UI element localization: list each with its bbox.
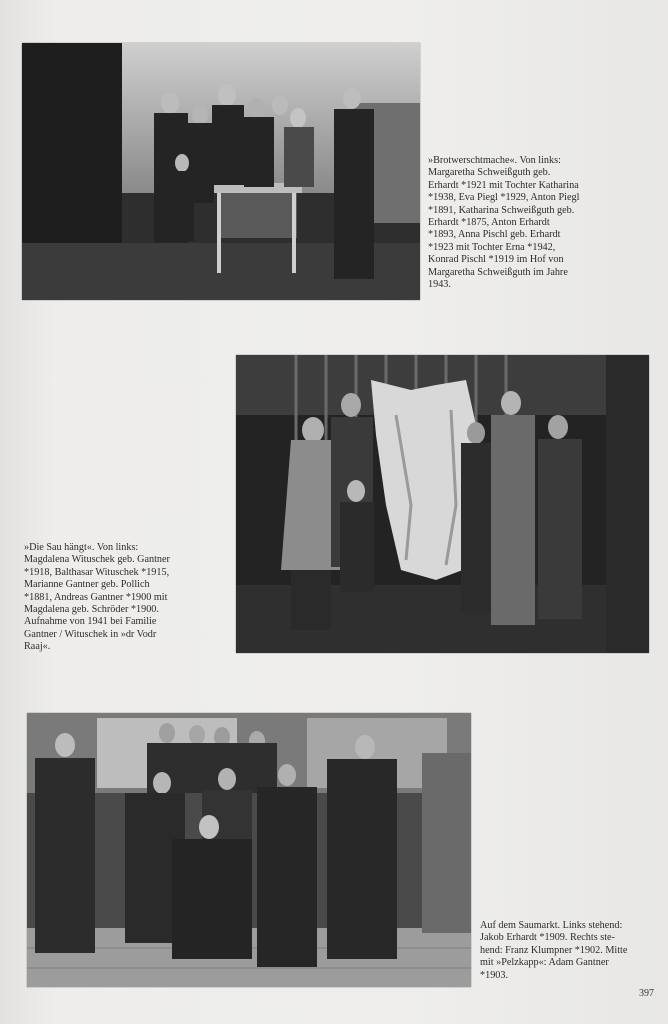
- caption-saumarkt: Auf dem Saumarkt. Links stehend: Jakob Erhardt *1909. Rechts ste- hend: Franz Klumpner *1902. Mitte mit »Pelzkapp«: Adam Gantner *1903.: [480, 920, 628, 981]
- photo-saumarkt: [27, 713, 471, 987]
- photo-1-image: [22, 43, 420, 300]
- photo-brotwerschtmache: [22, 43, 420, 300]
- photo-3-image: [27, 713, 471, 987]
- caption-die-sau-haengt: »Die Sau hängt«. Von links: Magdalena Wituschek geb. Gantner *1918, Balthasar Wituschek *1915, Marianne Gantner geb. Pollich *1881, Andreas Gantner *1900 mit Magdalena geb. Schröder *1900. Aufnahme von 1941 bei Familie Gantner / Wituschek in »dr Vodr Raaj«.: [24, 542, 170, 653]
- photo-2-image: [236, 355, 649, 653]
- caption-brotwerschtmache: »Brotwerschtmache«. Von links: Margaretha Schweißguth geb. Erhardt *1921 mit Tochter Katharina *1938, Eva Piegl *1929, Anton Piegl *1891, Katharina Schweißguth geb. Erhardt *1875, Anton Erhardt *1893, Anna Pischl geb. Erhardt *1923 mit Tochter Erna *1942, Konrad Pischl *1919 im Hof von Margaretha Schweißguth im Jahre 1943.: [428, 155, 580, 291]
- page-number: 397: [639, 988, 654, 999]
- photo-die-sau-haengt: [236, 355, 649, 653]
